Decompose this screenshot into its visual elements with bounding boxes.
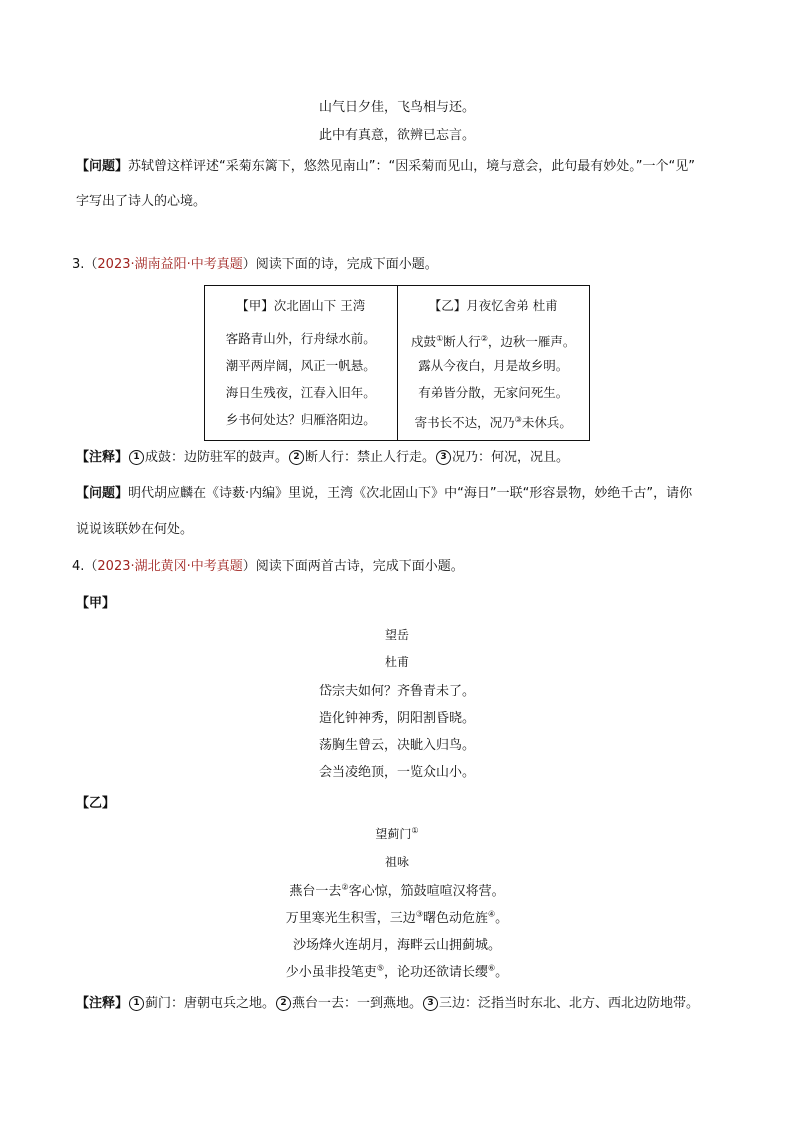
question-prompt: 阅读下面的诗，完成下面小题。 bbox=[255, 257, 438, 272]
question-text-line2: 说说该联妙在何处。 bbox=[76, 522, 194, 537]
question-block bbox=[76, 155, 695, 174]
poem-line: 寄书长不达，况乃③未休兵。 bbox=[414, 415, 572, 431]
note-number: 3 bbox=[423, 996, 438, 1011]
footnote-marker: ⑤ bbox=[376, 963, 384, 973]
poem-comparison-table bbox=[204, 285, 590, 441]
question-4-header: 4.（2023·湖北黄冈·中考真题）阅读下面两首古诗，完成下面小题。 bbox=[72, 559, 464, 574]
poem-line: 海日生残夜，江春入旧年。 bbox=[225, 385, 376, 400]
poem-line: 有弟皆分散，无家问死生。 bbox=[418, 385, 569, 400]
poem-line: 荡胸生曾云，决眦入归鸟。 bbox=[318, 738, 475, 753]
footnote-marker: ② bbox=[341, 882, 349, 892]
poem-title: 【甲】次北固山下 王湾 bbox=[236, 298, 366, 313]
question-text-line2: 字写出了诗人的心境。 bbox=[76, 194, 207, 209]
note-number: 3 bbox=[436, 450, 451, 465]
question-number: 4.（ bbox=[72, 559, 98, 574]
notes-line: 【注释】 1 蓟门：唐朝屯兵之地。 2 燕台一去：一到燕地。 3 三边：泛指当时东北、北方、西北边防地带。 bbox=[76, 996, 700, 1011]
poem-jia bbox=[205, 286, 397, 440]
note-number: 1 bbox=[129, 996, 144, 1011]
poem-line: 露从今夜白，月是故乡明。 bbox=[418, 358, 569, 373]
poem-line: 乡书何处达？归雁洛阳边。 bbox=[225, 412, 376, 427]
footnote-marker: ⑥ bbox=[488, 963, 496, 973]
poem-line: 燕台一去②客心惊，笳鼓喧喧汉将营。 bbox=[289, 882, 505, 899]
poem-title: 【乙】月夜忆舍弟 杜甫 bbox=[428, 298, 558, 313]
note-number: 1 bbox=[129, 450, 144, 465]
poem-author: 祖咏 bbox=[384, 855, 409, 869]
footnote-marker: ④ bbox=[488, 909, 496, 919]
question-text: 明代胡应麟在《诗薮·内编》里说，王湾《次北固山下》中“海日”一联“形容景物，妙绝千古”，请你 bbox=[128, 486, 693, 501]
note-number: 2 bbox=[289, 450, 304, 465]
section-label: 【乙】 bbox=[76, 796, 116, 811]
footnote-marker: ① bbox=[436, 334, 444, 343]
question-number: 3.（ bbox=[72, 257, 98, 272]
poem-yi bbox=[397, 286, 590, 440]
question-prompt: 阅读下面两首古诗，完成下面小题。 bbox=[255, 559, 464, 574]
poem-author: 杜甫 bbox=[384, 655, 409, 669]
question-3-header: 3.（2023·湖南益阳·中考真题）阅读下面的诗，完成下面小题。 bbox=[72, 257, 438, 272]
notes-line: 【注释】 1 成鼓：边防驻军的鼓声。 2 断人行：禁止人行走。 3 况乃：何况，况且。 bbox=[76, 450, 570, 465]
notes-label: 【注释】 bbox=[76, 996, 129, 1011]
footnote-marker: ③ bbox=[415, 909, 423, 919]
poem-line: 山气日夕佳，飞鸟相与还。 bbox=[318, 100, 475, 115]
question-source: 2023·湖南益阳·中考真题 bbox=[97, 257, 243, 272]
poem-line: 岱宗夫如何？齐鲁青未了。 bbox=[318, 684, 475, 699]
poem-line: 戍鼓①断人行②，边秋一雁声。 bbox=[411, 334, 576, 350]
poem-line: 造化钟神秀，阴阳割昏晓。 bbox=[318, 711, 475, 726]
poem-line: 少小虽非投笔吏⑤，论功还欲请长缨⑥。 bbox=[285, 963, 509, 980]
poem-line: 会当凌绝顶，一览众山小。 bbox=[318, 765, 475, 780]
question-text: 苏轼曾这样评述“采菊东篱下，悠然见南山”：“因采菊而见山，境与意会，此句最有妙处。”一个“见” bbox=[128, 159, 695, 174]
poem-title: 望岳 bbox=[384, 628, 409, 642]
poem-line: 沙场烽火连胡月，海畔云山拥蓟城。 bbox=[292, 938, 501, 953]
poem-line: 客路青山外，行舟绿水前。 bbox=[225, 331, 376, 346]
notes-label: 【注释】 bbox=[76, 450, 129, 465]
question-block bbox=[76, 482, 692, 501]
poem-line: 此中有真意，欲辨已忘言。 bbox=[318, 128, 475, 143]
footnote-marker: ① bbox=[411, 826, 419, 835]
footnote-marker: ③ bbox=[514, 415, 522, 424]
question-label: 【问题】 bbox=[76, 486, 129, 501]
footnote-marker: ② bbox=[480, 334, 488, 343]
question-source: 2023·湖北黄冈·中考真题 bbox=[97, 559, 243, 574]
note-number: 2 bbox=[276, 996, 291, 1011]
poem-line: 万里寒光生积雪，三边③曙色动危旌④。 bbox=[285, 909, 509, 926]
question-label: 【问题】 bbox=[76, 159, 129, 174]
section-label: 【甲】 bbox=[76, 596, 116, 611]
poem-line: 潮平两岸阔，风正一帆悬。 bbox=[225, 358, 376, 373]
poem-title: 望蓟门① bbox=[375, 826, 419, 841]
